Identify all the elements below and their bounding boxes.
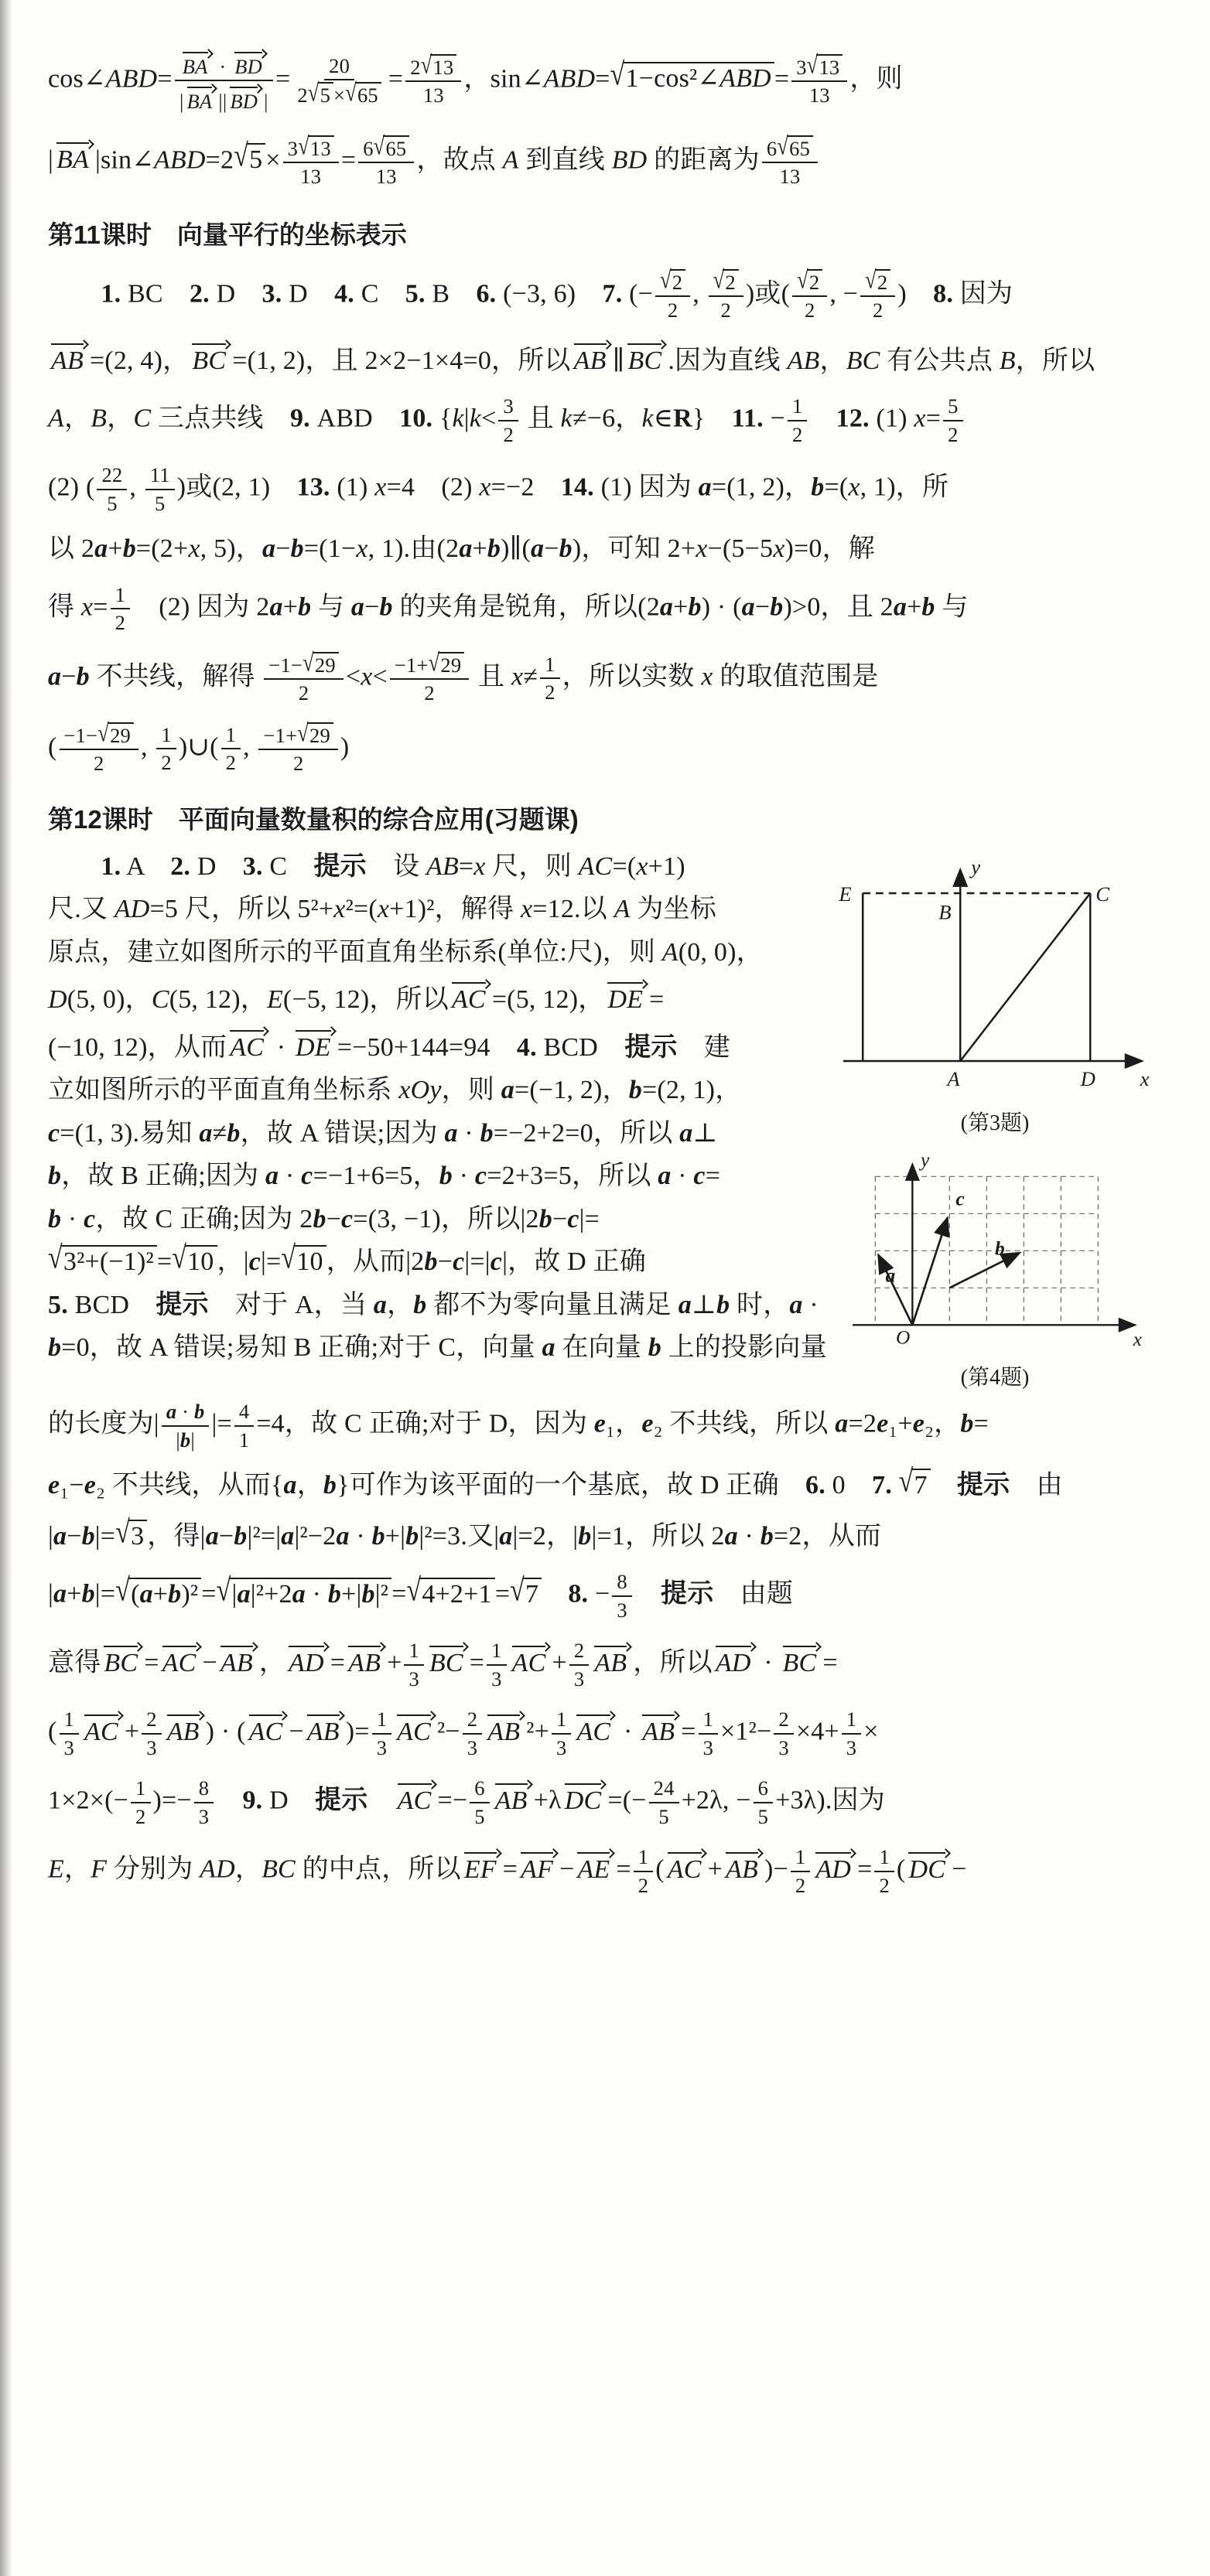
coordinate-diagram-problem-4: [840, 1148, 1150, 1354]
math-line: ( $\frac{-1-√29}{2}$ , $\frac{1}{2}$ )∪( $\frac{1}{2}$ , $\frac{-1+√29}{2}$ ): [48, 718, 350, 776]
math-line: 以 2a+b=(2+x, 5)，a−b=(1−x, 1).由(2a+b)∥(a−b)，可知 2+x−(5−5x)=0，解: [48, 534, 875, 564]
figure-problem-4: [840, 1148, 1150, 1392]
vector-b: [949, 1253, 1020, 1288]
lesson-12-heading: 第12课时 平面向量数量积的综合应用(习题课): [48, 804, 579, 834]
grid-lines: [875, 1176, 1098, 1325]
y-axis-label: y: [971, 855, 981, 879]
previous-solution-tail: [48, 37, 1164, 200]
math-line: 得 x= $\frac{1}{2}$ (2) 因为 2a+b 与 a−b 的夹角是锐角，所以(2a+b) · (a−b)>0，且 2a+b 与: [48, 582, 969, 635]
segment-AC: [960, 893, 1090, 1061]
point-label-C: C: [1095, 882, 1109, 906]
math-line: 原点，建立如图所示的平面直角坐标系(单位:尺)，则 A(0, 0)，: [48, 937, 763, 967]
binding-edge-shadow: [0, 0, 12, 2576]
point-label-D: D: [1080, 1066, 1095, 1090]
vector-c: [912, 1217, 947, 1325]
math-line: 5. BCD 提示 对于 A，当 a，b 都不为零向量且满足 a⊥b 时，a ·: [48, 1290, 819, 1319]
math-line: (−10, 12)，从而 AC · DE =−50+144=94 4. BCD 提示 建: [48, 1022, 814, 1070]
point-label-B: B: [938, 900, 952, 924]
math-line: 立如图所示的平面直角坐标系 xOy，则 a=(−1, 2)，b=(2, 1)，: [48, 1076, 742, 1105]
content-area: [48, 37, 1164, 1906]
lesson-11-heading: 第11课时 向量平行的坐标表示: [48, 220, 407, 249]
figure-problem-3: [832, 850, 1157, 1137]
coordinate-diagram-problem-3: [832, 850, 1157, 1099]
math-line: A，B，C 三点共线 9. ABD 10. {k|k< $\frac{3}{2}$ 且 k≠−6，k∈R} 11. − $\frac{1}{2}$ 12. (1) x= $\frac{5}{2}$: [48, 386, 1164, 455]
math-line: 1×2×(− $\frac{1}{2}$ )=− $\frac{8}{3}$ 9. D 提示 AC =− $\frac{6}{5}$ AB +λ DC =(− $\frac{24}{5}$ +2λ, − $\frac{6}{5}$ +3λ).因为: [48, 1776, 885, 1828]
lesson-12-answers-full-width: [48, 1391, 1164, 1906]
math-line: c=(1, 3).易知 a≠b，故 A 错误;因为 a · b=−2+2=0，所以 a⊥: [48, 1118, 718, 1148]
math-line: D(5, 0)，C(5, 12)，E(−5, 12)，所以 AC =(5, 12)， DE =: [48, 974, 814, 1022]
math-line: 尺.又 AD=5 尺，所以 5²+x²=(x+1)²，解得 x=12.以 A 为坐标: [48, 895, 716, 924]
x-axis-label: x: [1133, 1328, 1142, 1350]
math-line: 意得 BC = AC − AB ， AD = AB + $\frac{1}{3}$ BC = $\frac{1}{3}$ AC + $\frac{2}{3}$ AB ，所以 AD · BC =: [48, 1639, 838, 1691]
math-line: ( $\frac{1}{3}$ AC + $\frac{2}{3}$ AB ) · ( AC − AB )= $\frac{1}{3}$ AC ²− $\frac{2}{3}$ AB ²+ $\frac{1}{3}$ AC · AB = $\frac{1}{3}$ ×1²− $\frac{2}{3}$ ×4+ $\frac{1}{3}$ ×: [48, 1708, 879, 1759]
math-line: b，故 B 正确;因为 a · c=−1+6=5，b · c=2+3=5，所以 a · c=: [48, 1162, 721, 1191]
origin-label: O: [896, 1326, 911, 1349]
y-axis-label: y: [921, 1148, 930, 1171]
math-line: 的长度为| $\frac{a \cdot b}{|b|}$ |= $\frac{4}{1}$ =4，故 C 正确;对于 D，因为 e₁，e₂ 不共线，所以 a=2e₁+e₂，b=: [48, 1400, 989, 1452]
math-line: b=0，故 A 错误;易知 B 正确;对于 C，向量 a 在向量 b 上的投影向量: [48, 1333, 827, 1363]
math-line: |a+b|=√(a+b)² =√|a|²+2a · b+|b|² =√4+2+1 =√7 8. − $\frac{8}{3}$ 提示 由题: [48, 1570, 794, 1622]
vector-label-b: b: [995, 1237, 1005, 1260]
math-line: | BA |sin∠ABD=2√5 × $\frac{3√13}{13}$ = $\frac{6√65}{13}$ ，故点 A 到直线 BD 的距离为 $\frac{6√65}{13}$: [48, 125, 1164, 200]
math-line: b · c，故 C 正确;因为 2b−c=(3, −1)，所以|2b−c|=: [48, 1204, 600, 1233]
math-line: (2) ( $\frac{22}{5}$ , $\frac{11}{5}$ )或(2, 1) 13. (1) x=4 (2) x=−2 14. (1) 因为 a=(1, 2)，b=(x, 1)，所: [48, 463, 949, 515]
figures-column: [826, 845, 1164, 1392]
math-line: √3²+(−1)² =√10 ，|c|=√10 ，从而|2b−c|=|c|，故 D 正确: [48, 1240, 647, 1277]
lesson-12-answers-with-figures: [48, 845, 1164, 1392]
point-label-E: E: [839, 882, 852, 906]
vector-label-a: a: [885, 1264, 896, 1287]
x-axis-label: x: [1140, 1066, 1150, 1090]
lesson-11-answers: [48, 261, 1164, 784]
math-line: e₁−e₂ 不共线，从而{a，b}可作为该平面的一个基底，故 D 正确 6. 0 7. √7 提示 由: [48, 1464, 1063, 1500]
figure-3-caption: (第3题): [960, 1111, 1030, 1135]
lesson-12-answers-left-column: [48, 845, 827, 1370]
math-line: E，F 分别为 AD，BC 的中点，所以 EF = AF − AE = $\frac{1}{2}$ ( AC + AB )− $\frac{1}{2}$ AD = $\frac{1}{2}$ ( DC −: [48, 1845, 967, 1897]
math-line: AB =(2, 4)， BC =(1, 2)，且 2×2−1×4=0，所以 AB ∥ BC .因为直线 AB，BC 有公共点 B，所以: [48, 331, 1164, 387]
figure-4-caption: (第4题): [960, 1366, 1030, 1390]
math-line: a−b 不共线，解得 $\frac{-1-√29}{2}$ <x< $\frac{-1+√29}{2}$ 且 x≠ $\frac{1}{2}$ ，所以实数 x 的取值范围是: [48, 648, 879, 705]
math-line: |a−b|=√3 ，得|a−b|²=|a|²−2a · b+|b|²=3.又|a|=2，|b|=1，所以 2a · b=2，从而: [48, 1515, 882, 1551]
math-line: cos∠ABD= $\frac{BA \cdot BD}{| BA || BD |}$ = $\frac{20}{2√5 \times√65}$ = $\frac{2√13}{13}$ ，sin∠ABD=√1−cos²∠ABD = $\frac{3√13}{13}$ ，则: [48, 37, 1164, 125]
vector-label-c: c: [955, 1188, 965, 1210]
math-line: 1. A 2. D 3. C 提示 设 AB=x 尺，则 AC=(x+1): [101, 851, 685, 881]
math-line: 1. BC 2. D 3. D 4. C 5. B 6. (−3, 6) 7. (− $\frac{√2}{2}$ , $\frac{√2}{2}$ )或( $\frac{√2}{2}$ , − $\frac{√2}{2}$ ) 8. 因为: [101, 265, 1013, 322]
point-label-A: A: [947, 1066, 960, 1090]
